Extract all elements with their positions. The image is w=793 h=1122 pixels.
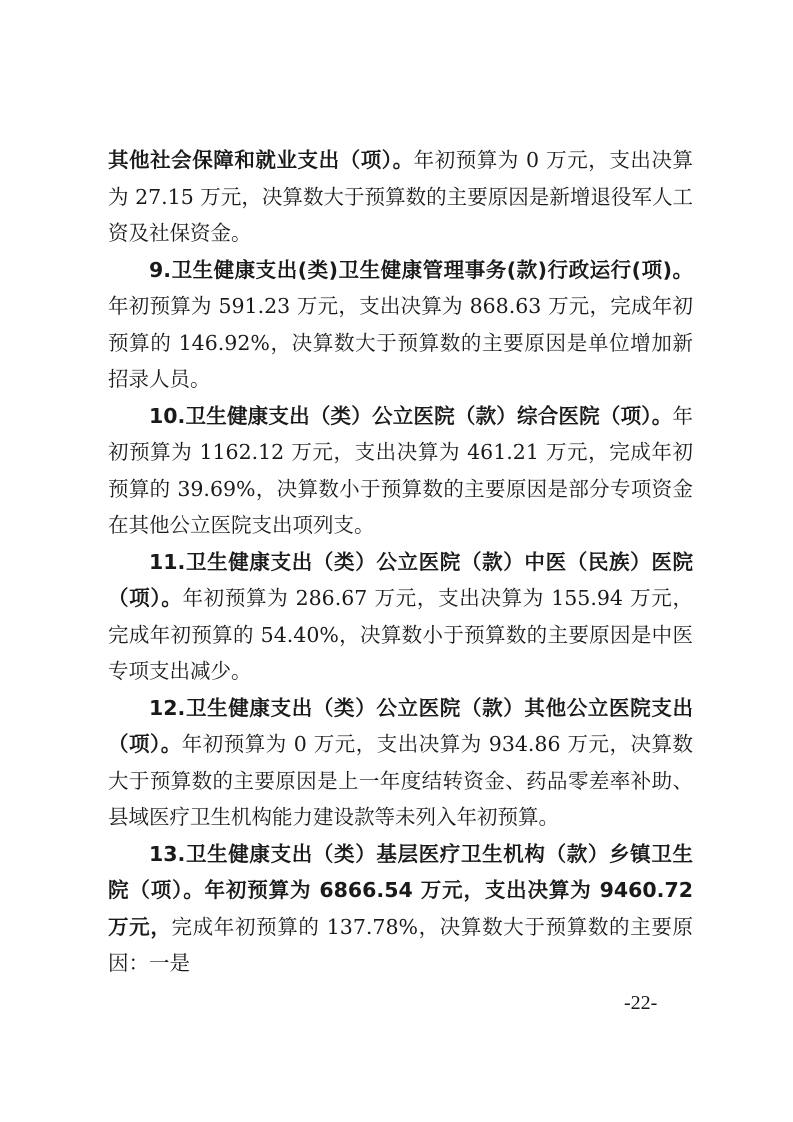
paragraph-other-social-security [108,142,693,252]
paragraph-item-13 [108,836,693,982]
paragraph-text: 年初预算为 1162.12 万元，支出决算为 461.21 万元，完成年初预算的 39.69%，决算数小于预算数的主要原因是部分专项资金在其他公立医院支出项列支。 [108,403,693,537]
paragraph-text: 年初预算为 0 万元，支出决算为 27.15 万元，决算数大于预算数的主要原因是新增退役军人工资及社保资金。 [108,148,694,245]
paragraph-text: 年初预算为 286.67 万元，支出决算为 155.94 万元，完成年初预算的 54.40%，决算数小于预算数的主要原因是中医专项支出减少。 [108,586,693,683]
paragraph-item-12 [108,690,693,836]
paragraph-heading: 9.卫生健康支出(类)卫生健康管理事务(款)行政运行(项)。 [149,257,693,282]
paragraph-text: 年初预算为 0 万元，支出决算为 934.86 万元，决算数大于预算数的主要原因是上一年度结转资金、药品零差率补助、县域医疗卫生机构能力建设款等未列入年初预算。 [108,732,694,829]
paragraph-text: 年初预算为 591.23 万元，支出决算为 868.63 万元，完成年初预算的 146.92%，决算数大于预算数的主要原因是单位增加新招录人员。 [108,294,693,391]
paragraph-heading: 11.卫生健康支出（类）公立医院（款）中医（民族）医院（项）。 [108,549,693,610]
paragraph-heading: 10.卫生健康支出（类）公立医院（款）综合医院（项）。 [149,403,673,428]
paragraph-item-10 [108,398,693,544]
paragraph-item-11 [108,544,693,690]
page-number: -22- [624,992,658,1014]
document-body [108,142,693,982]
paragraph-text: 完成年初预算的 137.78%，决算数大于预算数的主要原因：一是 [108,914,694,975]
paragraph-heading: 其他社会保障和就业支出（项）。 [108,148,414,172]
paragraph-heading: 12.卫生健康支出（类）公立医院（款）其他公立医院支出（项）。 [108,695,693,756]
paragraph-heading: 13.卫生健康支出（类）基层医疗卫生机构（款）乡镇卫生院（项）。年初预算为 6866.54 万元，支出决算为 9460.72 万元， [108,841,693,939]
paragraph-item-9 [108,252,693,398]
